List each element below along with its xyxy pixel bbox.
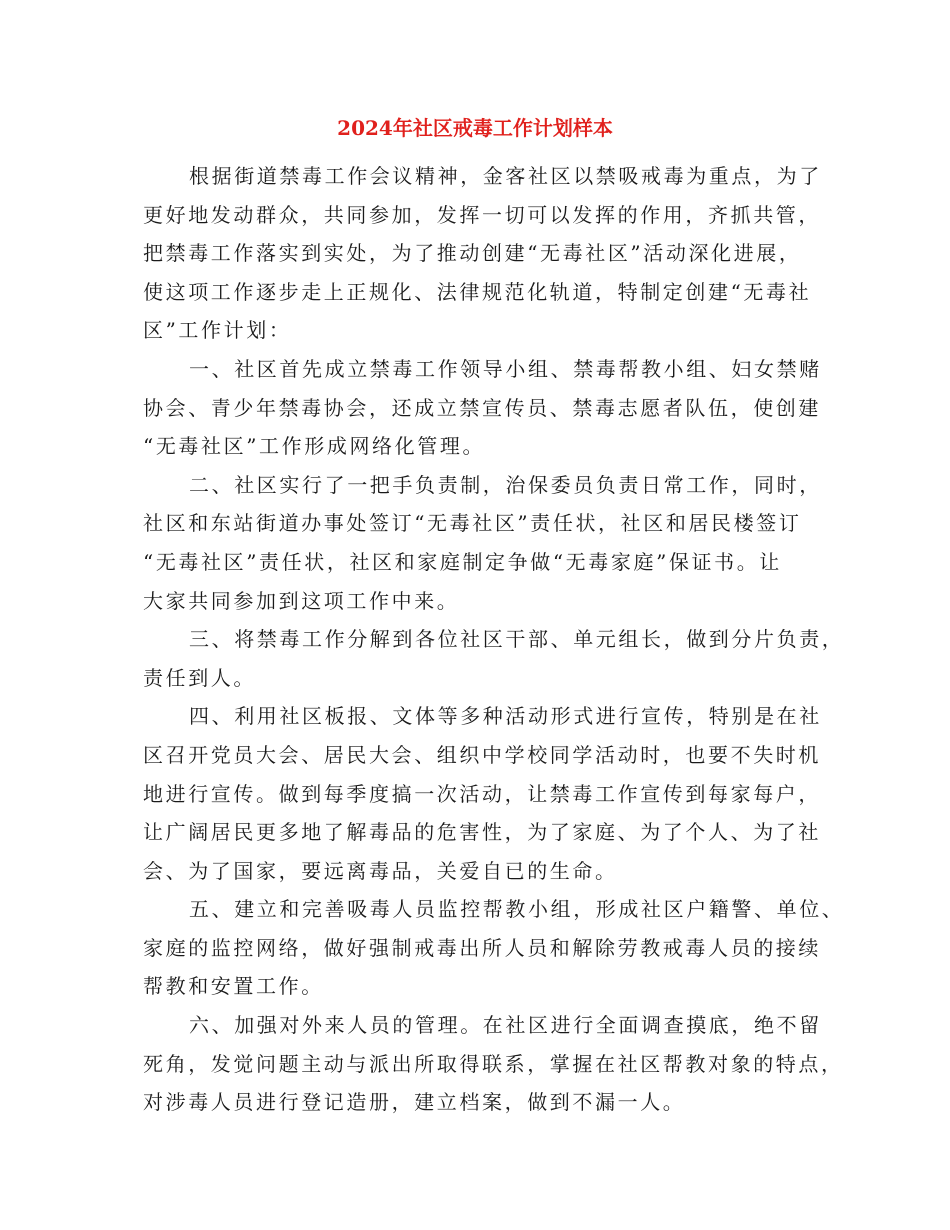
paragraph-item-2 bbox=[143, 466, 822, 620]
text-line: 三、将禁毒工作分解到各位社区干部、单元组长，做到分片负责， bbox=[189, 627, 845, 652]
text-line: 家庭的监控网络，做好强制戒毒出所人员和解除劳教戒毒人员的接续 bbox=[143, 935, 821, 960]
text-line: “无毒社区”工作形成网络化管理。 bbox=[143, 434, 486, 459]
paragraph-intro bbox=[143, 157, 822, 350]
document-title: 2024年社区戒毒工作计划样本 bbox=[337, 116, 613, 140]
paragraph-item-6 bbox=[143, 1006, 844, 1122]
paragraph-item-5 bbox=[143, 890, 845, 1006]
text-line: 让广阔居民更多地了解毒品的危害性，为了家庭、为了个人、为了社 bbox=[143, 820, 821, 845]
text-line: 责任到人。 bbox=[143, 665, 256, 690]
text-line: 社区和东站街道办事处签订“无毒社区”责任状，社区和居民楼签订 bbox=[143, 511, 802, 536]
text-line: 根据街道禁毒工作会议精神，金客社区以禁吸戒毒为重点，为了 bbox=[189, 164, 822, 188]
text-line: 帮教和安置工作。 bbox=[143, 974, 324, 999]
document-body bbox=[143, 157, 845, 1122]
text-line: 区”工作计划： bbox=[143, 318, 292, 343]
text-line: 六、加强对外来人员的管理。在社区进行全面调查摸底，绝不留 bbox=[189, 1013, 822, 1038]
text-line: 四、利用社区板报、文体等多种活动形式进行宣传，特别是在社 bbox=[189, 704, 822, 729]
text-line: 一、社区首先成立禁毒工作领导小组、禁毒帮教小组、妇女禁赌 bbox=[189, 356, 822, 381]
text-line: 大家共同参加到这项工作中来。 bbox=[143, 588, 460, 613]
paragraph-item-1 bbox=[143, 350, 822, 466]
text-line: 更好地发动群众，共同参加，发挥一切可以发挥的作用，齐抓共管， bbox=[143, 202, 821, 227]
text-line: 地进行宣传。做到每季度搞一次活动，让禁毒工作宣传到每家每户， bbox=[143, 781, 821, 806]
text-line: 区召开党员大会、居民大会、组织中学校同学活动时，也要不失时机 bbox=[143, 742, 821, 767]
text-line: 二、社区实行了一把手负责制，治保委员负责日常工作，同时， bbox=[189, 472, 822, 497]
paragraph-item-3 bbox=[143, 620, 845, 697]
text-line: 五、建立和完善吸毒人员监控帮教小组，形成社区户籍警、单位、 bbox=[189, 897, 845, 922]
text-line: 会、为了国家，要远离毒品，关爱自已的生命。 bbox=[143, 858, 618, 883]
text-line: 把禁毒工作落实到实处，为了推动创建“无毒社区”活动深化进展， bbox=[143, 241, 802, 266]
text-line: 使这项工作逐步走上正规化、法律规范化轨道，特制定创建“无毒社 bbox=[143, 279, 812, 304]
text-line: 死角，发觉问题主动与派出所取得联系，掌握在社区帮教对象的特点， bbox=[143, 1051, 844, 1076]
text-line: 协会、青少年禁毒协会，还成立禁宣传员、禁毒志愿者队伍，使创建 bbox=[143, 395, 821, 420]
text-line: “无毒社区”责任状，社区和家庭制定争做“无毒家庭”保证书。让 bbox=[143, 549, 782, 574]
paragraph-item-4 bbox=[143, 697, 822, 890]
text-line: 对涉毒人员进行登记造册，建立档案，做到不漏一人。 bbox=[143, 1090, 686, 1115]
